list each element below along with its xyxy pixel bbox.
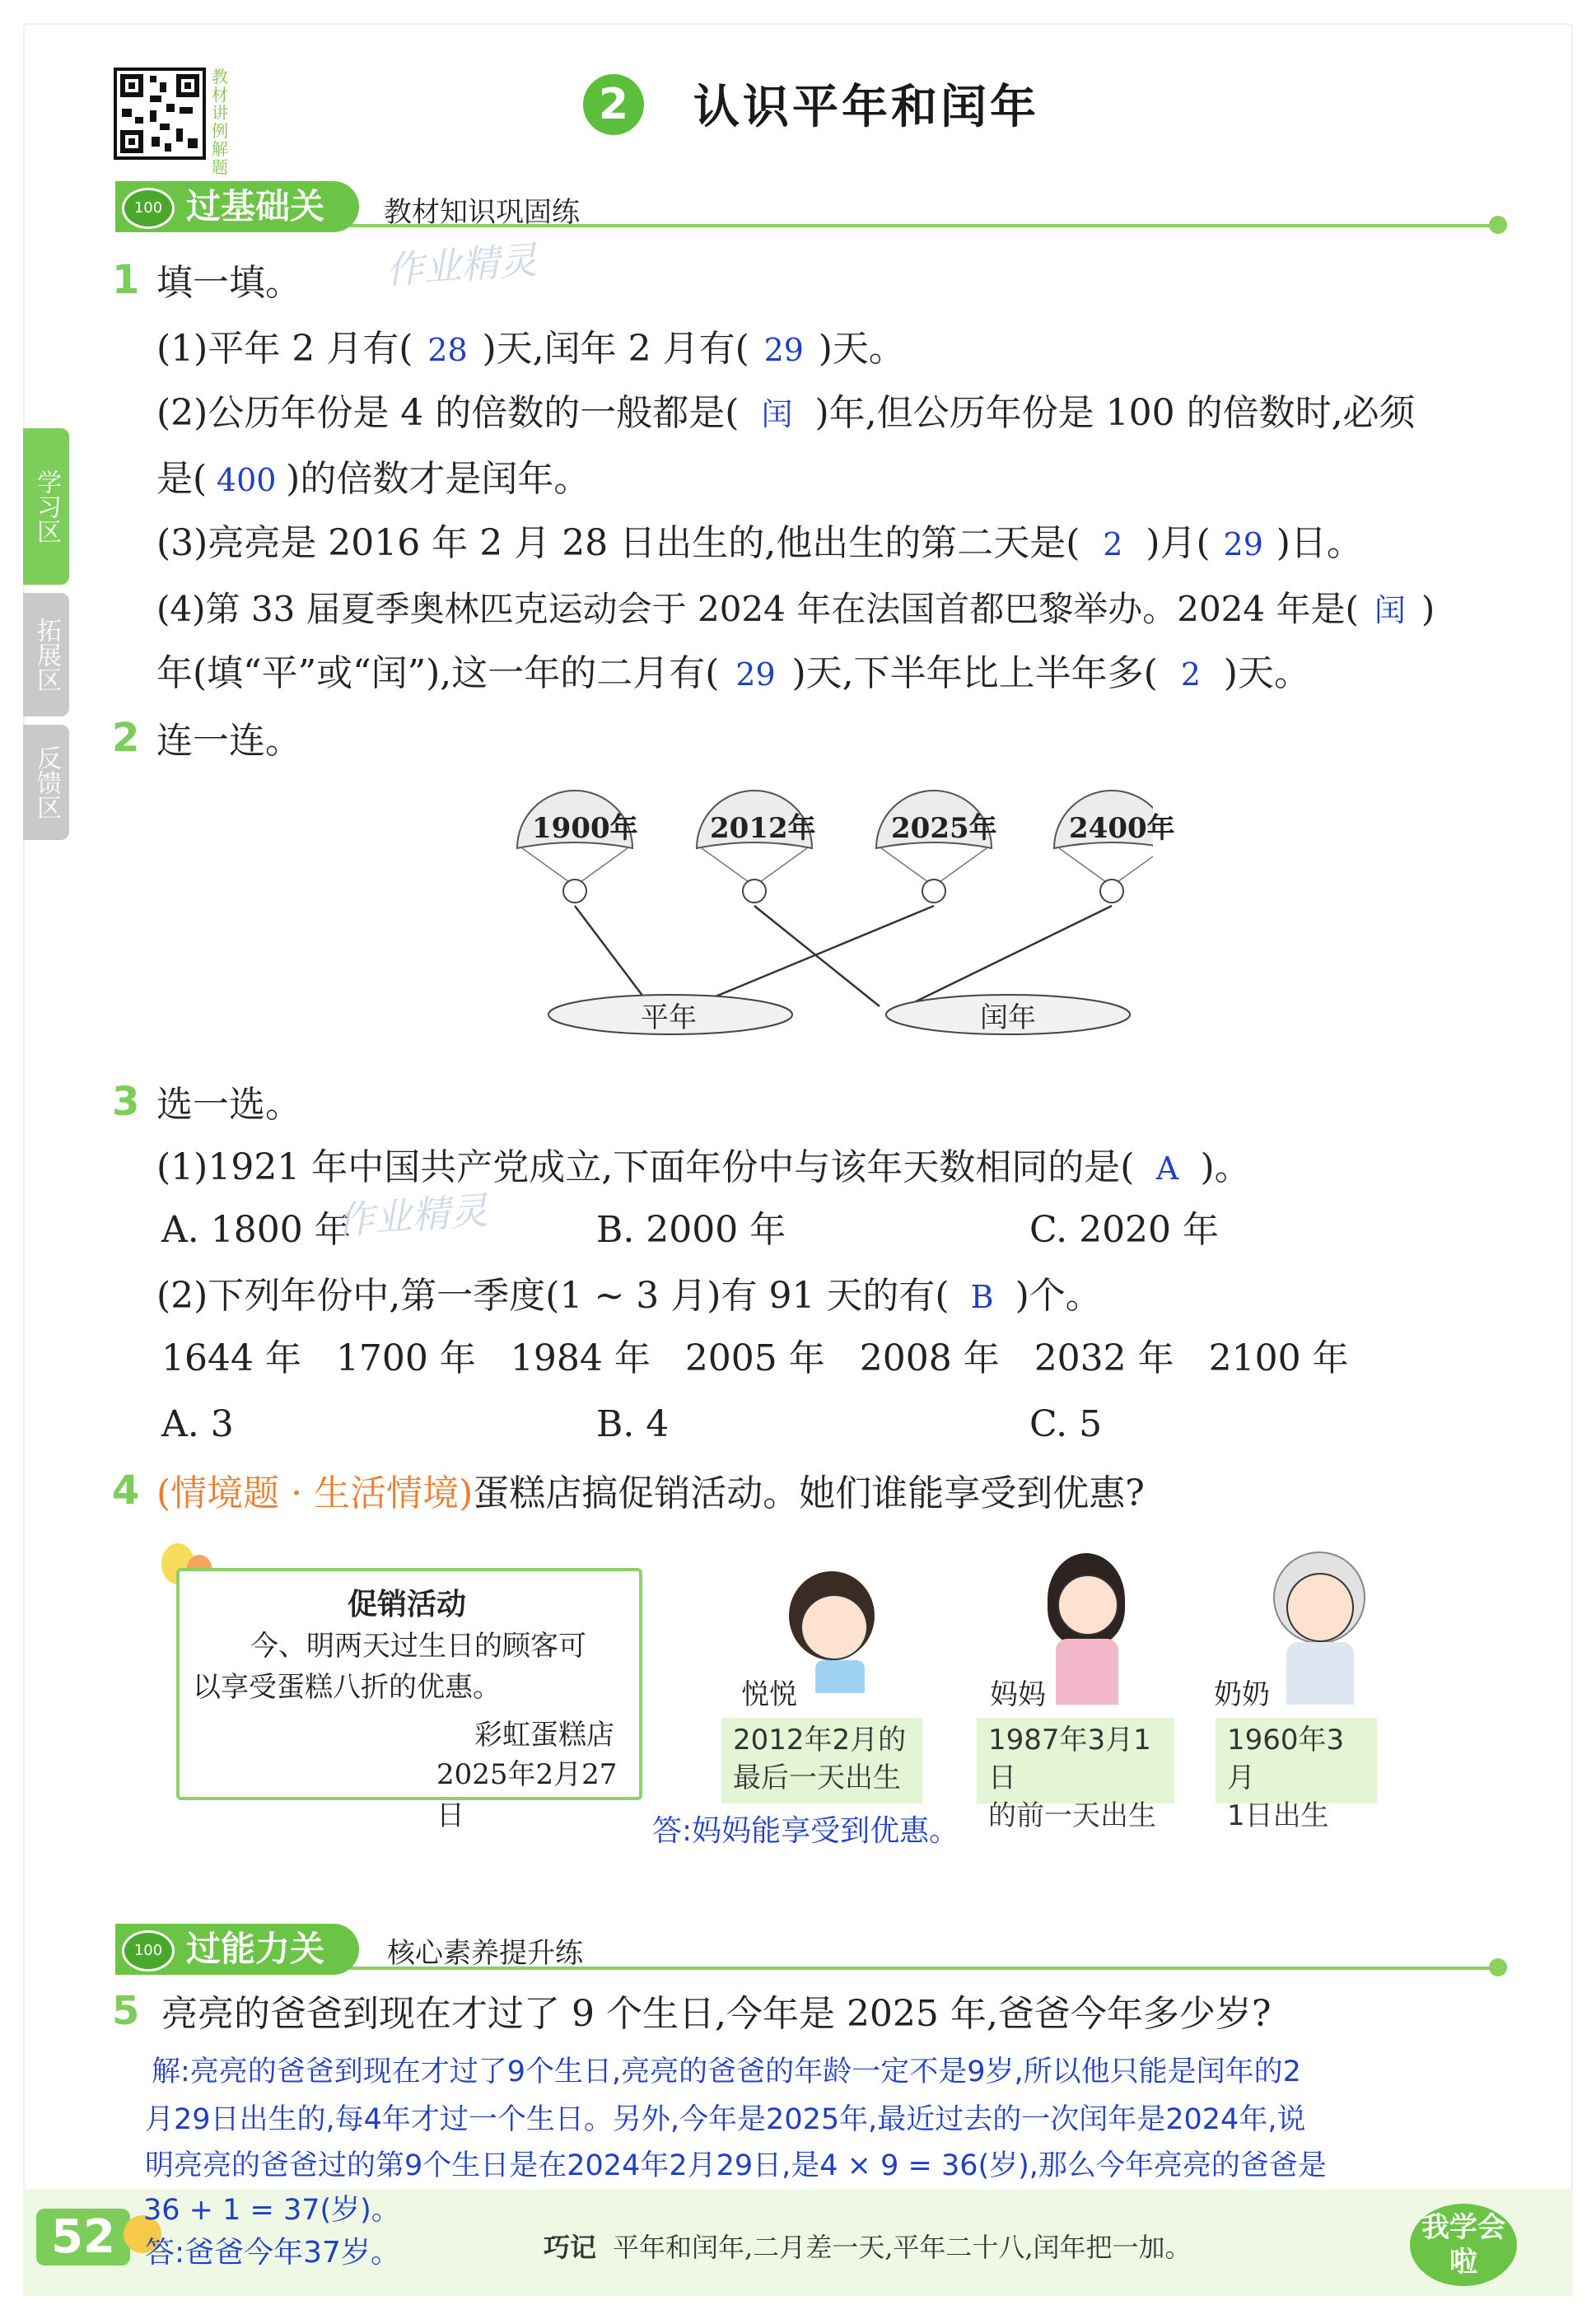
promo-date: 2025年2月27日 — [436, 1758, 618, 1832]
q3-option-b: B. 2000 年 — [596, 1209, 786, 1251]
target-common-year: 平年 — [641, 1001, 697, 1034]
answer: 闰 — [761, 396, 793, 432]
q3-part1: (1)1921 年中国共产党成立,下面年份中与该年天数相同的是( A )。 — [156, 1143, 1251, 1193]
girl-body — [815, 1660, 865, 1693]
q3-part2: (2)下列年份中,第一季度(1 ~ 3 月)有 91 天的有( B )个。 — [156, 1271, 1102, 1322]
q5-solution-line: 36 + 1 = 37(岁)。 — [143, 2194, 400, 2227]
lesson-number: 2 — [583, 74, 644, 135]
q3-option-a: A. 1800 年 — [161, 1209, 351, 1251]
answer: A — [1155, 1150, 1179, 1187]
star-icon — [1489, 1958, 1507, 1976]
girl-face — [800, 1594, 868, 1660]
section-subtitle: 教材知识巩固练 — [384, 196, 580, 229]
q3-option-b2: B. 4 — [596, 1403, 670, 1445]
question-title: 连一连。 — [156, 720, 301, 762]
person-card: 1960年3月 1日出生 — [1216, 1718, 1377, 1803]
question-title: 亮亮的爸爸到现在才过了 9 个生日,今年是 2025 年,爸爸今年多少岁? — [161, 1993, 1272, 2035]
promo-title: 促销活动 — [348, 1588, 467, 1621]
year-2012: 2012年 — [710, 812, 816, 845]
grandma-face — [1286, 1573, 1354, 1642]
answer: B — [970, 1279, 994, 1315]
section-tab-basic: 过基础关 — [115, 181, 359, 232]
q3-option-c: C. 2020 年 — [1029, 1209, 1220, 1251]
answer: 2 — [1103, 526, 1123, 562]
grandma-body — [1286, 1642, 1354, 1705]
question-title: (情境题 · 生活情境)蛋糕店搞促销活动。她们谁能享受到优惠? — [156, 1472, 1145, 1514]
promo-text: 以享受蛋糕八折的优惠。 — [193, 1671, 501, 1704]
mother-face — [1057, 1575, 1118, 1635]
watermark: 作业精灵 — [384, 237, 539, 293]
q3-year-list: 1644 年 1700 年 1984 年 2005 年 2008 年 2032 年 2100 年 — [161, 1337, 1349, 1379]
answer: 2 — [1180, 656, 1201, 693]
person-card: 2012年2月的 最后一天出生 — [721, 1718, 922, 1803]
year-2400: 2400年 — [1069, 812, 1175, 845]
year-2025: 2025年 — [891, 812, 997, 845]
q1-part3: (3)亮亮是 2016 年 2 月 28 日出生的,他出生的第二天是( 2 )月( 29 )日。 — [156, 519, 1363, 569]
score-badge: 100 — [122, 1930, 175, 1971]
q5-solution-line: 解:亮亮的爸爸到现在才过了9个生日,亮亮的爸爸的年龄一定不是9岁,所以他只能是闰年的2 — [152, 2055, 1301, 2088]
q1-part4: (4)第 33 届夏季奥林匹克运动会于 2024 年在法国首都巴黎举办。2024 年是( 闰 ) — [156, 585, 1435, 635]
person-name: 悦悦 — [741, 1678, 797, 1711]
answer: 29 — [763, 332, 804, 368]
answer: 400 — [216, 462, 277, 498]
q4-answer: 答:妈妈能享受到优惠。 — [652, 1814, 959, 1848]
target-leap-year: 闰年 — [980, 1001, 1036, 1034]
side-tab-extend[interactable]: 拓展区 — [23, 593, 69, 716]
watermark: 作业精灵 — [334, 1187, 489, 1243]
question-number: 3 — [112, 1079, 140, 1125]
star-icon — [1489, 216, 1507, 234]
mother-body — [1056, 1639, 1118, 1705]
qr-code[interactable] — [114, 68, 206, 160]
q1-part2: (2)公历年份是 4 的倍数的一般都是( 闰 )年,但公历年份是 100 的倍数时,必须 — [156, 389, 1416, 439]
q1-part4-cont: 年(填“平”或“闰”),这一年的二月有( 29 )天,下半年比上半年多( 2 )天。 — [156, 649, 1310, 699]
qr-label: 教材讲例解题 — [212, 67, 228, 177]
context-tag: (情境题 · 生活情境) — [156, 1472, 474, 1514]
section-tab-ability: 过能力关 — [115, 1924, 359, 1975]
answer: 闰 — [1374, 592, 1406, 628]
answer: 28 — [427, 332, 468, 368]
page-title: 认识平年和闰年 — [693, 81, 1039, 134]
person-name: 奶奶 — [1214, 1678, 1270, 1711]
q5-answer: 答:爸爸今年37岁。 — [145, 2236, 400, 2270]
answer: 29 — [1223, 526, 1263, 562]
page-number: 52 — [36, 2209, 130, 2265]
q3-option-a2: A. 3 — [161, 1403, 234, 1445]
q1-part1: (1)平年 2 月有( 28 )天,闰年 2 月有( 29 )天。 — [156, 324, 905, 375]
q3-option-c2: C. 5 — [1029, 1403, 1103, 1445]
q5-solution-line: 月29日出生的,每4年才过一个生日。另外,今年是2025年,最近过去的一次闰年是2024年,说 — [145, 2103, 1306, 2136]
question-title: 选一选。 — [156, 1084, 301, 1126]
question-number: 4 — [112, 1467, 140, 1514]
learned-badge: 我学会啦 — [1410, 2204, 1517, 2286]
question-number: 5 — [112, 1988, 140, 2034]
memory-tip: 巧记 平年和闰年,二月差一天,平年二十八,闰年把一加。 — [544, 2232, 1192, 2263]
person-card: 1987年3月1日 的前一天出生 — [977, 1718, 1174, 1803]
promo-text: 今、明两天过生日的顾客可 — [250, 1630, 586, 1663]
question-number: 1 — [112, 257, 140, 303]
question-title: 填一填。 — [156, 262, 301, 304]
section-subtitle: 核心素养提升练 — [387, 1937, 583, 1970]
person-name: 妈妈 — [990, 1678, 1046, 1711]
side-tab-learn[interactable]: 学习区 — [23, 428, 69, 585]
promo-shop: 彩虹蛋糕店 — [474, 1719, 614, 1752]
side-tab-feedback[interactable]: 反馈区 — [23, 725, 69, 840]
answer: 29 — [735, 656, 776, 693]
year-1900: 1900年 — [532, 812, 638, 845]
tip-label: 巧记 — [544, 2232, 597, 2263]
promo-notice — [176, 1568, 642, 1832]
q5-solution-line: 明亮亮的爸爸过的第9个生日是在2024年2月29日,是4 × 9 = 36(岁),那么今年亮亮的爸爸是 — [145, 2149, 1327, 2182]
score-badge: 100 — [122, 188, 175, 229]
q1-part2-cont: 是( 400 )的倍数才是闰年。 — [156, 455, 590, 505]
question-number: 2 — [112, 715, 140, 761]
